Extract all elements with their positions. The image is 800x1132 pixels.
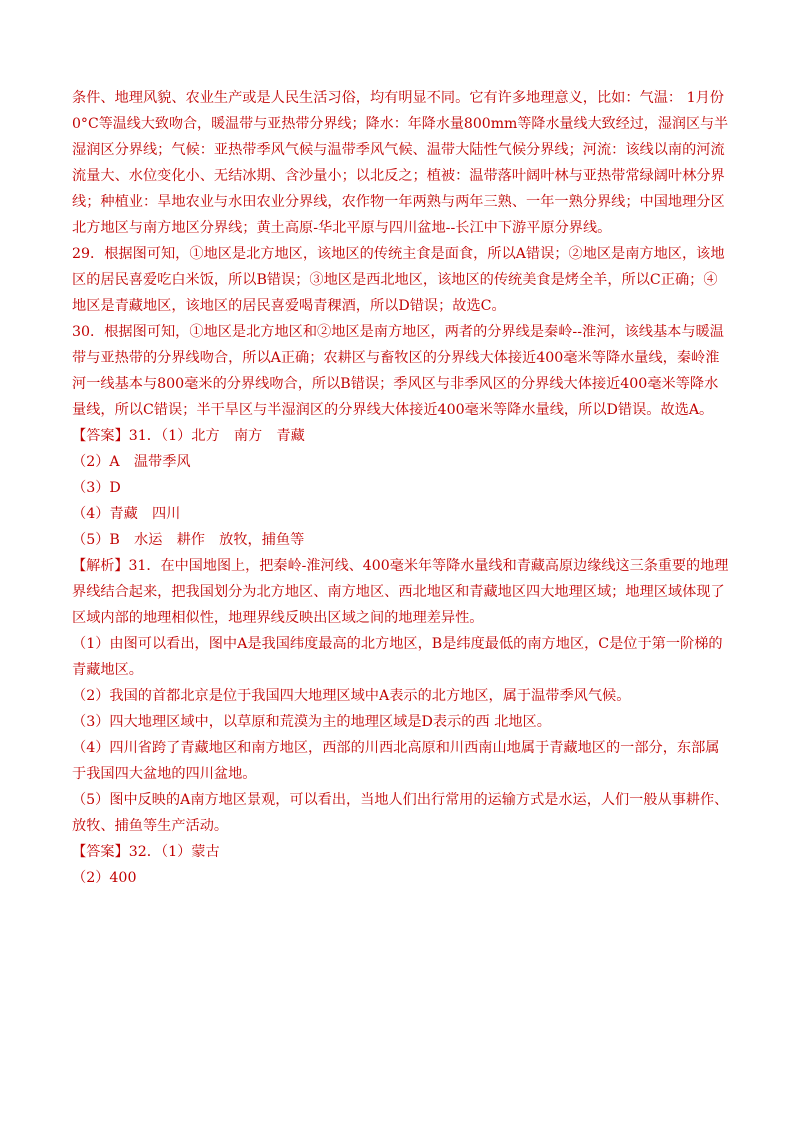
text-line: 流量大、水位变化小、无结冰期、含沙量小；以北反之；植被：温带落叶阔叶林与亚热带常绿阔叶林分界 <box>72 168 725 184</box>
text-line: （5）B 水运 耕作 放牧，捕鱼等 <box>72 532 305 548</box>
text-line: （4）四川省跨了青藏地区和南方地区，西部的川西北高原和川西南山地属于青藏地区的一部分，东部属 <box>72 740 720 756</box>
text-line: 0°C等温线大致吻合，暖温带与亚热带分界线；降水：年降水量800mm等降水量线大致经过，湿润区与半 <box>72 116 729 132</box>
text-line: 青藏地区。 <box>72 662 143 678</box>
text-line: 北方地区与南方地区分界线；黄土高原-华北平原与四川盆地--长江中下游平原分界线。 <box>72 220 612 236</box>
text-line: （3）D <box>72 480 121 496</box>
text-line: 区的居民喜爱吃白米饭，所以B错误；③地区是西北地区，该地区的传统美食是烤全羊，所以C正确；④ <box>72 272 718 288</box>
text-line: 湿润区分界线；气候：亚热带季风气候与温带季风气候、温带大陆性气候分界线；河流：该线以南的河流 <box>72 142 725 158</box>
text-line: （2）我国的首都北京是位于我国四大地理区域中A表示的北方地区，属于温带季风气候。 <box>72 688 631 704</box>
text-line: （5）图中反映的A南方地区景观，可以看出，当地人们出行常用的运输方式是水运，人们一般从事耕作、 <box>72 792 729 808</box>
text-line: （4）青藏 四川 <box>72 506 181 522</box>
text-line: 线；种植业：旱地农业与水田农业分界线，农作物一年两熟与两年三熟、一年一熟分界线；中国地理分区 <box>72 194 725 210</box>
text-line: 区域内部的地理相似性，地理界线反映出区域之间的地理差异性。 <box>72 610 484 626</box>
text-line: 29．根据图可知，①地区是北方地区，该地区的传统主食是面食，所以A错误；②地区是南方地区，该地 <box>72 246 725 262</box>
text-line: 量线，所以C错误；半干旱区与半湿润区的分界线大体接近400毫米等降水量线，所以D错误。故选A。 <box>72 402 714 418</box>
text-line: 河一线基本与800毫米的分界线吻合，所以B错误；季风区与非季风区的分界线大体接近400毫米等降水 <box>72 376 719 392</box>
text-line: 30．根据图可知，①地区是北方地区和②地区是南方地区，两者的分界线是秦岭--淮河，该线基本与暖温 <box>72 324 724 340</box>
text-line: （3）四大地理区域中，以草原和荒漠为主的地理区域是D表示的西 北地区。 <box>72 714 551 730</box>
text-line: 界线结合起来，把我国划分为北方地区、南方地区、西北地区和青藏地区四大地理区域；地理区域体现了 <box>72 584 725 600</box>
text-line: 于我国四大盆地的四川盆地。 <box>72 766 257 782</box>
text-line: 放牧、捕鱼等生产活动。 <box>72 818 229 834</box>
text-line: 【答案】31．（1）北方 南方 青藏 <box>72 428 305 444</box>
text-line: 【答案】32．（1）蒙古 <box>72 844 220 860</box>
text-line: 条件、地理风貌、农业生产或是人民生活习俗，均有明显不同。它有许多地理意义，比如：气温： 1月份 <box>72 90 724 106</box>
text-line: （1）由图可以看出，图中A是我国纬度最高的北方地区，B是纬度最低的南方地区，C是位于第一阶梯的 <box>72 636 723 652</box>
text-line: 地区是青藏地区，该地区的居民喜爱喝青稞酒，所以D错误；故选C。 <box>72 298 506 314</box>
text-line: 带与亚热带的分界线吻合，所以A正确；农耕区与畜牧区的分界线大体接近400毫米等降水量线，秦岭淮 <box>72 350 720 366</box>
text-line: 【解析】31．在中国地图上，把秦岭-淮河线、400毫米年等降水量线和青藏高原边缘线这三条重要的地理 <box>72 558 729 574</box>
text-line: （2）A 温带季风 <box>72 454 191 470</box>
text-line: （2）400 <box>72 870 137 886</box>
